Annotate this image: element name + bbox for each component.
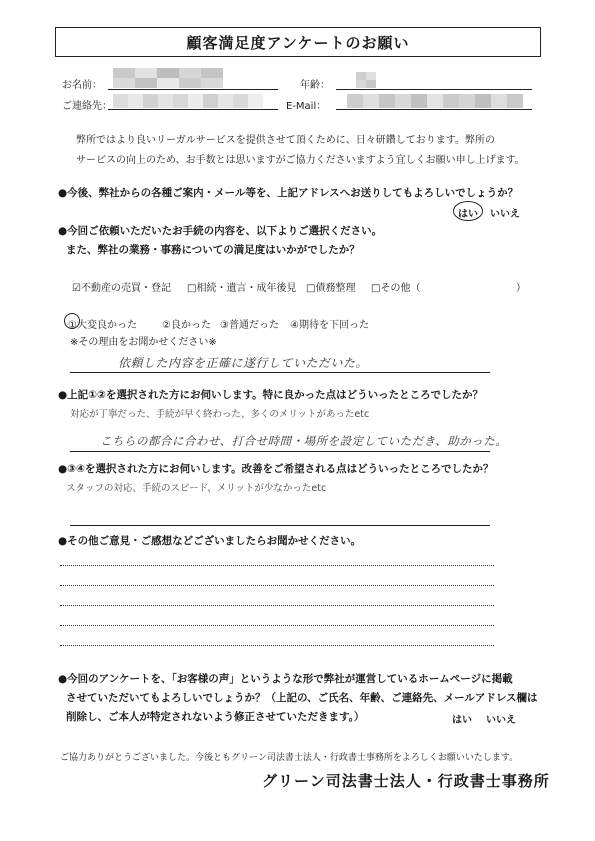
age-redacted	[356, 72, 376, 88]
contact-label: ご連絡先：	[62, 101, 112, 112]
service-option-other: □その他（	[371, 283, 421, 294]
q6-question-line-1: ●今回のアンケートを、「お客様の声」というような形で弊社が運営しているホームページに掲載	[58, 673, 513, 685]
intro-text	[76, 131, 536, 171]
q3-handwritten-answer: こちらの都合に合わせ、打合せ時間・場所を設定していただき、助かった。	[100, 434, 508, 448]
name-redacted	[113, 68, 223, 88]
email-underline	[336, 109, 532, 110]
q4-answer-line	[70, 525, 490, 526]
email-label: E-Mail：	[286, 101, 327, 112]
intro-line-1: 弊所ではより良いリーガルサービスを提供させて頂くために、日々研鑽しております。弊所の	[76, 135, 495, 146]
rating-option-1: ①大変良かった	[68, 320, 137, 331]
thanks-note: ご協力ありがとうございました。今後ともグリーン司法書士法人・行政書士事務所をよろしくお願いいたします。	[60, 753, 519, 763]
comment-line-4	[60, 625, 494, 626]
q2-question-line-1: ●今回ご依頼いただいたお手続の内容を、以下よりご選択ください。	[58, 225, 383, 237]
email-redacted	[347, 94, 523, 108]
q4-example: スタッフの対応、手続のスピード、メリットが少なかったetc	[66, 483, 327, 494]
name-underline	[108, 89, 278, 90]
service-option-inheritance: □相続・遺言・成年後見	[187, 283, 297, 294]
age-underline	[336, 89, 532, 90]
comment-line-3	[60, 605, 494, 606]
q1-selection-circle	[453, 201, 483, 221]
intro-line-2: サービスの向上のため、お手数とは思いますがご協力くださいますよう宜しくお願い申し上げます。	[76, 155, 525, 166]
q6-yes-option: はい	[452, 715, 472, 726]
q3-question: ●上記①②を選択された方にお伺いします。特に良かった点はどういったところでしたか？	[58, 389, 483, 401]
reason-prompt: ※その理由をお聞かせください※	[70, 337, 217, 348]
service-option-real-estate: ☑不動産の売買・登記	[72, 283, 171, 294]
q1-no-option: いいえ	[490, 209, 520, 220]
q6-question-line-3: 削除し、ご本人が特定されないよう修正させていただきます。）	[66, 711, 365, 723]
q4-question: ●③④を選択された方にお伺いします。改善をご希望される点はどういったところでしたか？	[58, 463, 494, 475]
q2-question-line-2: また、弊社の業務・事務についての満足度はいかがでしたか？	[66, 244, 360, 256]
q2-answer-line	[70, 372, 490, 373]
q3-answer-line	[70, 451, 490, 452]
q6-question-line-2: させていただいてもよろしいでしょうか？（上記の、ご氏名、年齢、ご連絡先、メールアドレス欄は	[66, 692, 538, 704]
contact-underline	[108, 109, 278, 110]
service-option-debt: □債務整理	[306, 283, 356, 294]
comment-line-1	[60, 565, 494, 566]
rating-option-3: ③普通だった	[220, 320, 279, 331]
name-label: お名前：	[62, 80, 102, 91]
rating-selection-circle	[64, 313, 80, 329]
q5-question: ●その他ご意見・ご感想などございましたらお聞かせください。	[58, 535, 362, 547]
page-title: 顧客満足度アンケートのお願い	[55, 27, 541, 57]
q1-question: ●今後、弊社からの各種ご案内・メール等を、上記アドレスへお送りしてもよろしいでしょうか？	[58, 187, 519, 199]
q2-handwritten-answer: 依頼した内容を正確に遂行していただいた。	[118, 356, 369, 370]
service-option-other-close: ）	[516, 283, 526, 294]
q1-yes-option: はい	[458, 209, 478, 220]
comment-line-5	[60, 645, 494, 646]
q3-example: 対応が丁寧だった、手続が早く終わった、多くのメリットがあったetc	[70, 409, 370, 420]
contact-redacted	[113, 94, 263, 108]
rating-option-4: ④期待を下回った	[290, 320, 369, 331]
q6-no-option: いいえ	[486, 715, 516, 726]
comment-line-2	[60, 585, 494, 586]
firm-name: グリーン司法書士法人・行政書士事務所	[262, 772, 550, 790]
age-label: 年齢：	[300, 80, 330, 91]
rating-option-2: ②良かった	[162, 320, 211, 331]
